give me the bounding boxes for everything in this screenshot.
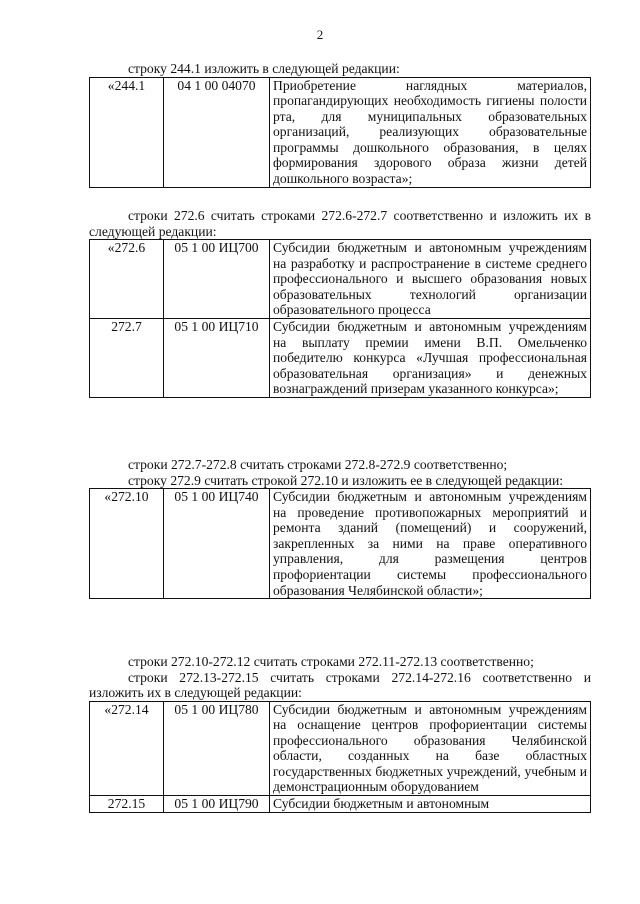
row-number-cell: «272.6 bbox=[90, 240, 164, 319]
description-cell: Субсидии бюджетным и автономным учреждениям на разработку и распространение в системе среднего профессионального и высшего образования новых образовательных технологий организации образовательного процесса bbox=[270, 240, 591, 319]
table-row bbox=[90, 701, 591, 796]
row-number-cell: 272.15 bbox=[90, 796, 164, 813]
budget-code-cell: 05 1 00 ИЦ700 bbox=[164, 240, 270, 319]
budget-code-cell: 05 1 00 ИЦ710 bbox=[164, 318, 270, 397]
instruction-paragraph: строку 272.9 считать строкой 272.10 и изложить ее в следующей редакции: bbox=[128, 472, 563, 488]
amendment-section-1 bbox=[89, 61, 591, 188]
row-number-cell: «244.1 bbox=[90, 77, 164, 187]
description-cell: Субсидии бюджетным и автономным учреждениям на оснащение центров профориентации системы профессионального образования Челябинской области, созданных на базе областных государственных бюджетных учреждений, учебным и демонстрационным оборудованием bbox=[270, 701, 591, 796]
table-row bbox=[90, 489, 591, 599]
budget-table bbox=[89, 239, 591, 398]
amendment-section-2 bbox=[89, 208, 591, 398]
amendment-section-4 bbox=[89, 654, 591, 813]
description-cell: Субсидии бюджетным и автономным учреждениям на выплату премии имени В.П. Омельченко победителю конкурса «Лучшая профессиональная образовательная организация» и денежных вознаграждений призерам указанного конкурса»; bbox=[270, 318, 591, 397]
budget-table bbox=[89, 77, 591, 188]
instruction-paragraph: строку 244.1 изложить в следующей редакции: bbox=[128, 61, 400, 76]
budget-code-cell: 05 1 00 ИЦ790 bbox=[164, 796, 270, 813]
table-row bbox=[90, 77, 591, 187]
description-cell: Приобретение наглядных материалов, пропагандирующих необходимость гигиены полости рта, для муниципальных образовательных организаций, реализующих образовательные программы дошкольного образования, в целях формирования здорового образа жизни детей дошкольного возраста»; bbox=[270, 77, 591, 187]
budget-code-cell: 04 1 00 04070 bbox=[164, 77, 270, 187]
table-row bbox=[90, 796, 591, 813]
table-row bbox=[90, 240, 591, 319]
description-cell: Субсидии бюджетным и автономным учреждениям на проведение противопожарных мероприятий и ремонта зданий (помещений) и сооружений, закрепленных за ними на праве оперативного управления, для размещения центров профориентации системы профессионального образования Челябинской области»; bbox=[270, 489, 591, 599]
amendment-section-3 bbox=[89, 457, 591, 599]
row-number-cell: 272.7 bbox=[90, 318, 164, 397]
table-row bbox=[90, 318, 591, 397]
row-number-cell: «272.14 bbox=[90, 701, 164, 796]
budget-code-cell: 05 1 00 ИЦ740 bbox=[164, 489, 270, 599]
budget-table bbox=[89, 488, 591, 599]
instruction-paragraph: строки 272.13-272.15 считать строками 272.14-272.16 соответственно и изложить их в следующей редакции: bbox=[89, 669, 591, 700]
page-number: 2 bbox=[316, 27, 324, 42]
budget-table bbox=[89, 701, 591, 813]
instruction-paragraph: строки 272.10-272.12 считать строками 272.11-272.13 соответственно; bbox=[128, 654, 534, 669]
budget-code-cell: 05 1 00 ИЦ780 bbox=[164, 701, 270, 796]
instruction-paragraph: строки 272.7-272.8 считать строками 272.8-272.9 соответственно; bbox=[128, 457, 508, 472]
instruction-paragraph: строки 272.6 считать строками 272.6-272.7 соответственно и изложить их в следующей редакции: bbox=[89, 208, 591, 239]
row-number-cell: «272.10 bbox=[90, 489, 164, 599]
description-cell: Субсидии бюджетным и автономным bbox=[270, 796, 591, 813]
